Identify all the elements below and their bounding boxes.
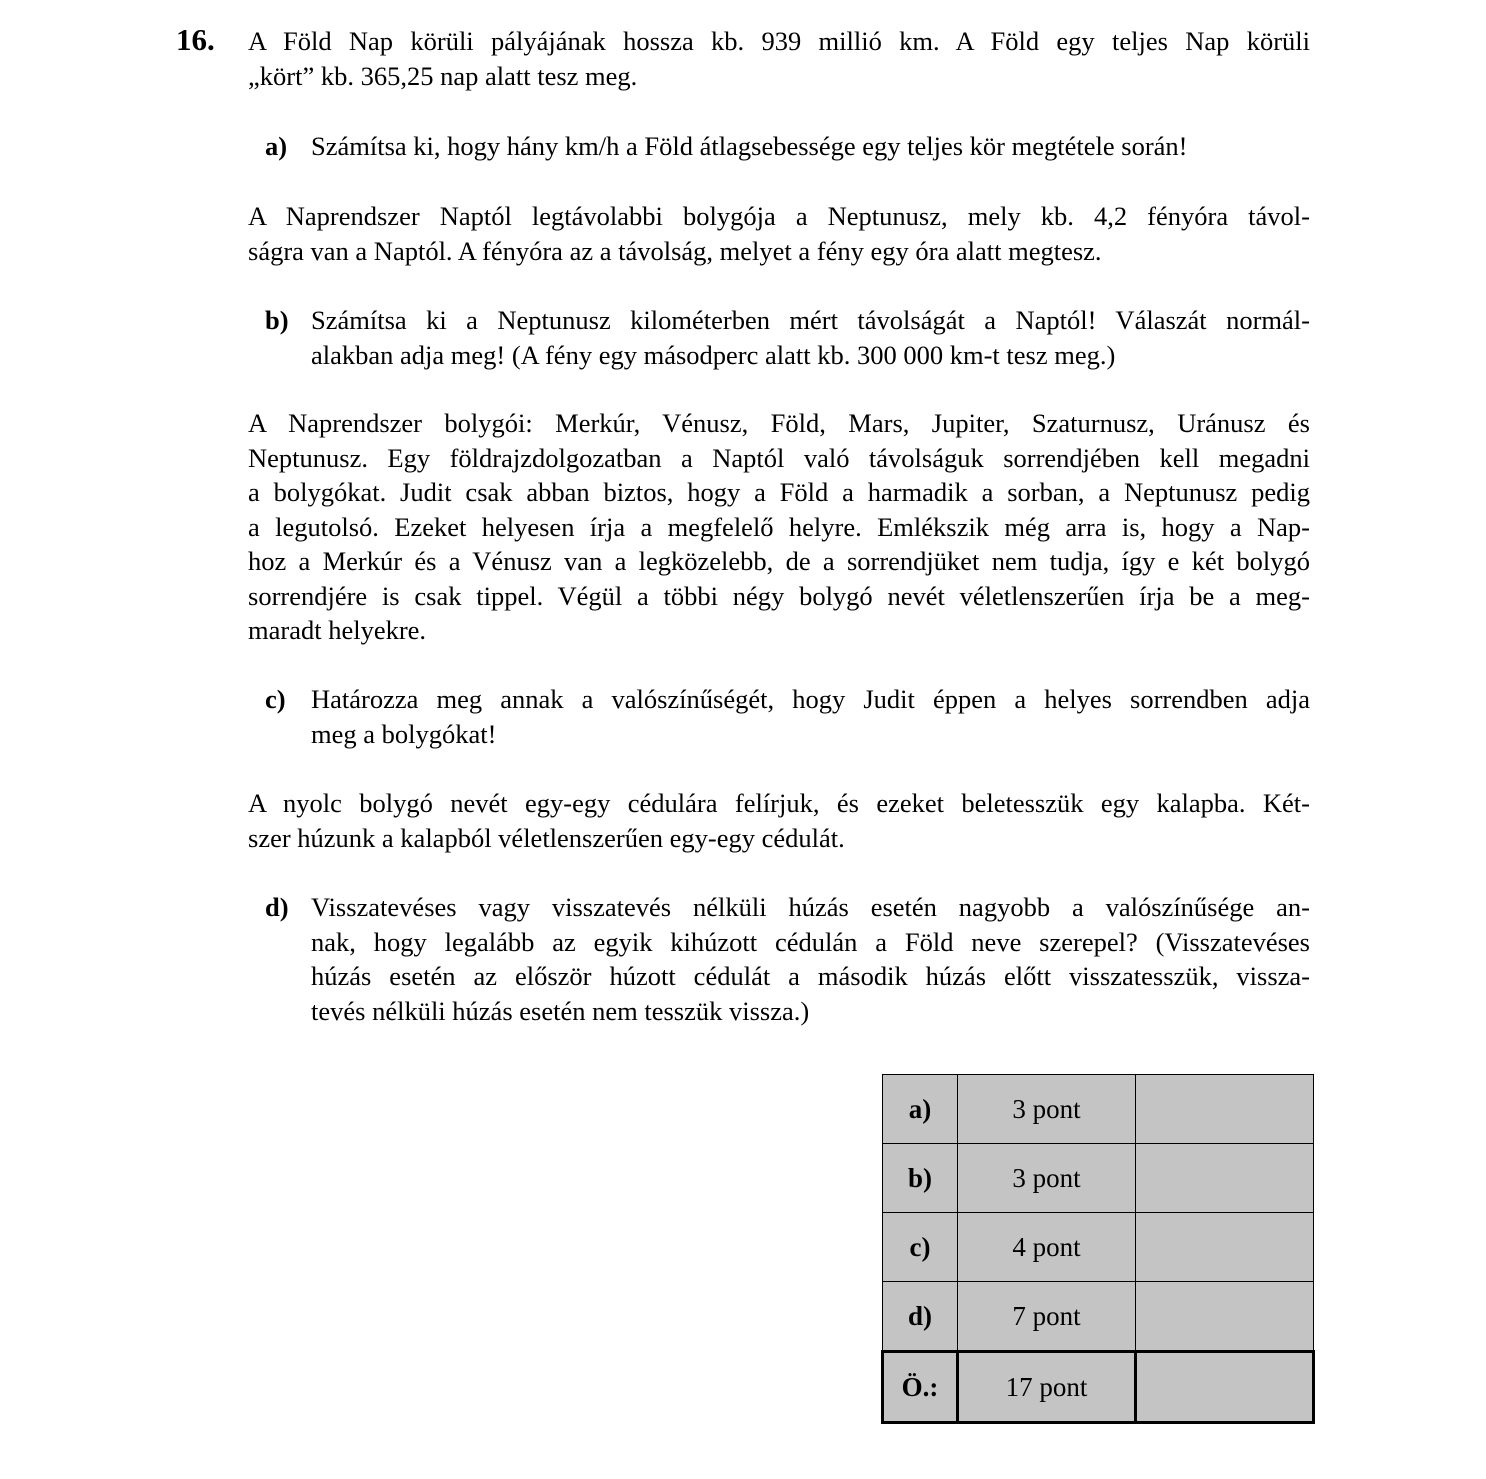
score-table: [881, 1074, 1315, 1424]
paragraph-line: Neptunusz. Egy földrajzdolgozatban a Naptól való távolságuk sorrendjében kell megadni: [248, 442, 1310, 473]
subtask-c-line: meg a bolygókat!: [311, 718, 497, 749]
score-total-earned-cell[interactable]: [1136, 1352, 1314, 1423]
score-total-label: Ö.:: [883, 1352, 958, 1423]
subtask-b: [265, 303, 1310, 372]
subtask-b-line: Számítsa ki a Neptunusz kilométerben mért távolságát a Naptól! Válaszát normál-: [311, 305, 1310, 335]
score-part: c): [883, 1213, 958, 1282]
subtask-a: [265, 129, 1310, 164]
subtask-d: [265, 890, 1310, 1028]
score-row: [883, 1144, 1314, 1213]
score-points: 3 pont: [958, 1144, 1136, 1213]
score-total-points: 17 pont: [958, 1352, 1136, 1423]
score-part: d): [883, 1282, 958, 1352]
subtask-d-line: húzás esetén az először húzott cédulát a második húzás előtt visszatesszük, vissza-: [311, 961, 1310, 991]
intro-line: A Föld Nap körüli pályájának hossza kb. 939 millió km. A Föld egy teljes Nap körüli: [248, 26, 1310, 56]
subtask-d-line: nak, hogy legalább az egyik kihúzott cédulán a Föld neve szerepel? (Visszatevéses: [311, 926, 1310, 957]
subtask-d-label: d): [265, 892, 289, 922]
subtask-b-label: b): [265, 305, 289, 335]
paragraph-line: szer húzunk a kalapból véletlenszerűen egy-egy cédulát.: [248, 822, 845, 853]
score-part: a): [883, 1075, 958, 1144]
task-number: 16.: [176, 22, 215, 57]
paragraph-neptune: [248, 199, 1310, 268]
score-points: 3 pont: [958, 1075, 1136, 1144]
paragraph-line: a bolygókat. Judit csak abban biztos, hogy a Föld a harmadik a sorban, a Neptunusz pedig: [248, 477, 1310, 507]
score-part: b): [883, 1144, 958, 1213]
task-intro: [248, 24, 1310, 93]
subtask-b-line: alakban adja meg! (A fény egy másodperc alatt kb. 300 000 km-t tesz meg.): [311, 339, 1116, 370]
subtask-a-label: a): [265, 131, 288, 161]
paragraph-line: hoz a Merkúr és a Vénusz van a legközelebb, de a sorrendjüket nem tudja, így e két bolygó: [248, 546, 1310, 576]
score-points: 7 pont: [958, 1282, 1136, 1352]
subtask-d-line: Visszatevéses vagy visszatevés nélküli húzás esetén nagyobb a valószínűsége an-: [311, 892, 1310, 922]
paragraph-line: maradt helyekre.: [248, 615, 427, 645]
score-earned-cell[interactable]: [1136, 1213, 1314, 1282]
score-row: [883, 1213, 1314, 1282]
score-row: [883, 1282, 1314, 1352]
subtask-c: [265, 682, 1310, 751]
subtask-a-line: Számítsa ki, hogy hány km/h a Föld átlagsebessége egy teljes kör megtétele során!: [311, 131, 1188, 161]
score-row: [883, 1075, 1314, 1144]
subtask-c-label: c): [265, 684, 286, 714]
paragraph-line: sorrendjére is csak tippel. Végül a többi négy bolygó nevét véletlenszerűen írja be a meg-: [248, 580, 1310, 611]
score-points: 4 pont: [958, 1213, 1136, 1282]
paragraph-hat: [248, 786, 1310, 855]
intro-line: „kört” kb. 365,25 nap alatt tesz meg.: [248, 60, 638, 91]
score-earned-cell[interactable]: [1136, 1144, 1314, 1213]
score-total-row: [883, 1352, 1314, 1423]
score-earned-cell[interactable]: [1136, 1075, 1314, 1144]
score-earned-cell[interactable]: [1136, 1282, 1314, 1352]
subtask-d-line: tevés nélküli húzás esetén nem tesszük vissza.): [311, 995, 810, 1026]
paragraph-line: A nyolc bolygó nevét egy-egy cédulára felírjuk, és ezeket beletesszük egy kalapba. Két-: [248, 788, 1310, 818]
subtask-c-line: Határozza meg annak a valószínűségét, hogy Judit éppen a helyes sorrendben adja: [311, 684, 1310, 714]
paragraph-line: ságra van a Naptól. A fényóra az a távolság, melyet a fény egy óra alatt megtesz.: [248, 235, 1102, 266]
paragraph-line: A Naprendszer bolygói: Merkúr, Vénusz, Föld, Mars, Jupiter, Szaturnusz, Uránusz és: [248, 408, 1310, 438]
paragraph-line: A Naprendszer Naptól legtávolabbi bolygója a Neptunusz, mely kb. 4,2 fényóra távol-: [248, 201, 1310, 231]
paragraph-planets: [248, 406, 1310, 648]
paragraph-line: a legutolsó. Ezeket helyesen írja a megfelelő helyre. Emlékszik még arra is, hogy a Nap-: [248, 511, 1310, 542]
